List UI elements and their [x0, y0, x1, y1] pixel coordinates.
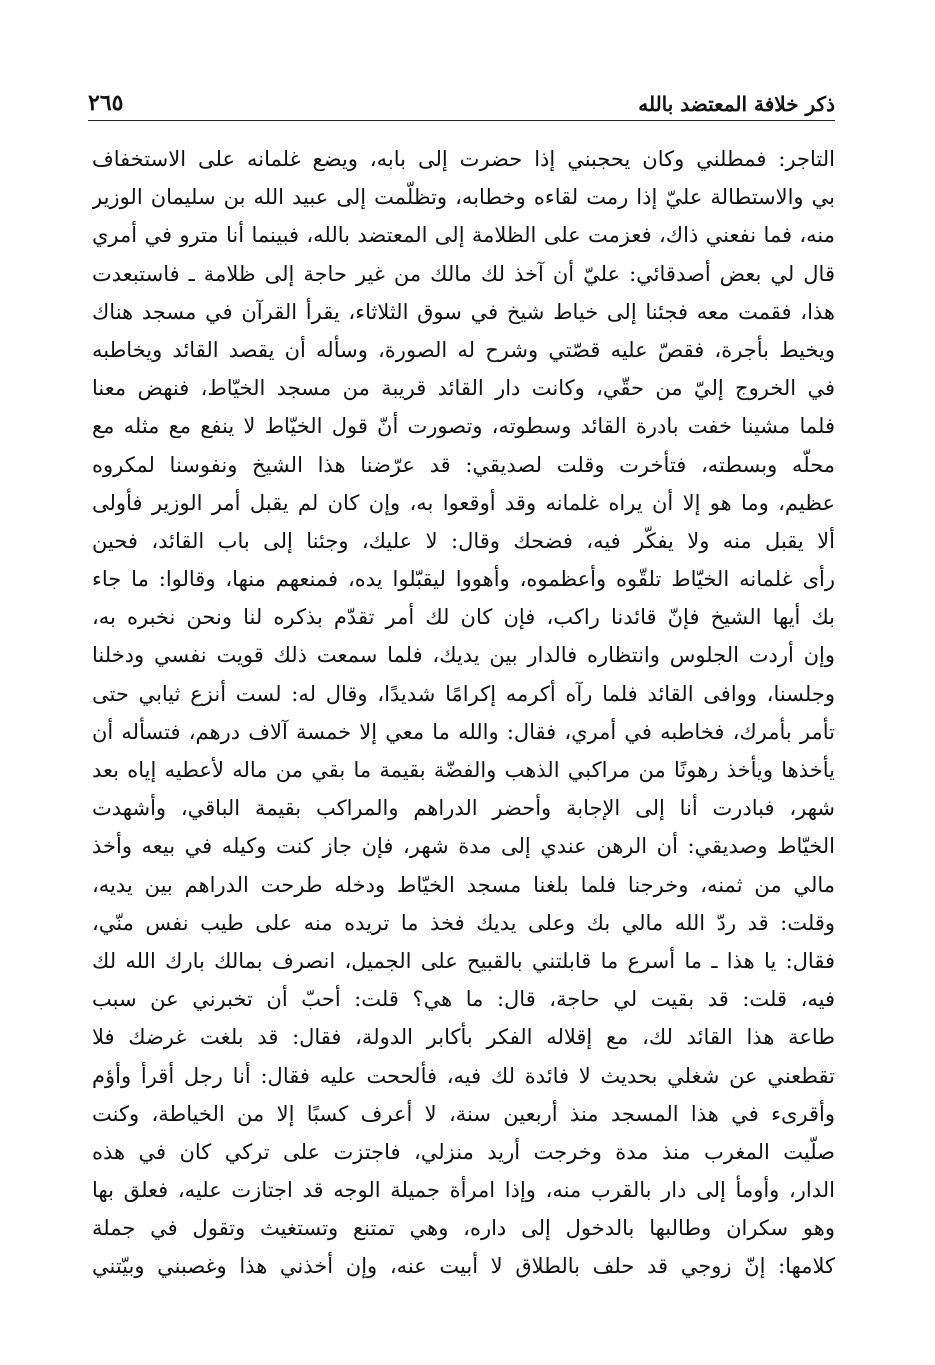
text-line: طاعة هذا القائد لك، مع إقلاله الفكر بأكابر الدولة، فقال: قد بلغت غرضك فلا [92, 1025, 835, 1050]
text-line: تأمر بأمرك، فخاطبه في أمري، فقال: والله ما معي إلا خمسة آلاف درهم، فتسأله أن [92, 719, 835, 744]
text-line: وإن أردت الجلوس وانتظاره فالدار بين يديك، فلما سمعت ذلك قويت نفسي ودخلنا [92, 643, 835, 668]
text-line: منه، فما نفعني ذاك، فعزمت على الظلامة إلى المعتضد بالله، فبينما أنا مترو في أمري [92, 223, 835, 248]
text-line: ويخيط بأجرة، فقصّ عليه قصّتي وشرح له الصورة، وسأله أن يقصد القائد ويخاطبه [92, 337, 835, 362]
text-line: وأقرىء في هذا المسجد منذ أربعين سنة، لا أعرف كسبًا إلا من الخياطة، وكنت [92, 1101, 835, 1126]
text-line: صلّيت المغرب منذ مدة وخرجت أريد منزلي، فاجتزت على تركي كان في هذه [92, 1139, 835, 1164]
running-head [88, 82, 835, 116]
text-line: محلّه وبسطته، فتأخرت وقلت لصديقي: قد عرّضنا هذا الشيخ ونفوسنا لمكروه [92, 452, 835, 477]
text-line: قال لي بعض أصدقائي: عليّ أن آخذ لك مالك من غير حاجة إلى ظلامة ـ فاستبعدت [92, 261, 835, 286]
text-line: شهر، فبادرت أنا إلى الإجابة وأحضر الدراهم والمراكب بقيمة الباقي، وأشهدت [92, 796, 835, 821]
text-line: مالي من ثمنه، وخرجنا فلما بلغنا مسجد الخيّاط ودخله طرحت الدراهم بين يديه، [92, 872, 835, 897]
text-line: وهو سكران وطالبها بالدخول إلى داره، وهي تمتنع وتستغيث وتقول في جملة [92, 1216, 835, 1241]
text-line: الخيّاط وصديقي: أن الرهن عندي إلى مدة شهر، فإن جاز كنت وكيله في بيعه وأخذ [92, 834, 835, 859]
text-line: وقلت: قد ردّ الله مالي بك وعلى يديك فخذ ما تريده منه على طيب نفس منّي، [92, 910, 835, 935]
header-divider [88, 120, 835, 121]
text-line: وجلسنا، ووافى القائد فلما رآه أكرمه إكرامًا شديدًا، وقال له: لست أنزع ثيابي حتى [92, 681, 835, 706]
text-line: بك أيها الشيخ فإنّ قائدنا راكب، فإن كان لك أمر تقدّم بذكره لنا ونحن نخبره به، [92, 605, 835, 630]
text-line: هذا، فقمت معه فجئنا إلى خياط شيخ في سوق الثلاثاء، يقرأ القرآن في مسجد هناك [92, 299, 835, 324]
text-line: كلامها: إنّ زوجي قد حلف بالطلاق لا أبيت عنه، وإن أخذني هذا وغصبني وبيّتني [92, 1254, 835, 1279]
text-line: فقال: يا هذا ـ ما أسرع ما قابلتني بالقبيح على الجميل، انصرف بمالك بارك الله لك [92, 948, 835, 973]
chapter-title: ذكر خلافة المعتضد بالله [638, 92, 835, 116]
text-line: رأى غلمانه الخيّاط تلقّوه وأعظموه، وأهووا ليقبّلوا يده، فمنعهم منها، وقالوا: ما جاء [92, 567, 835, 592]
text-line: ألا يقبل منه ولا يفكّر فيه، فضحك وقال: لا عليك، وجئنا إلى باب القائد، فحين [92, 528, 835, 553]
text-line: يأخذها ويأخذ رهونًا من مراكبي الذهب والفضّة بقيمة ما بقي من ماله لأعطيه إياه بعد [92, 758, 835, 782]
text-line: بي والاستطالة عليّ إذا رمت لقاءه وخطابه، وتظلّمت إلى عبيد الله بن سليمان الوزير [92, 185, 835, 210]
text-line: الدار، وأومأ إلى دار بالقرب منه، وإذا امرأة جميلة الوجه قد اجتازت عليه، فعلق بها [92, 1178, 835, 1203]
text-line: في الخروج إليّ من حقّي، وكانت دار القائد قريبة من مسجد الخيّاط، فنهض معنا [92, 376, 835, 401]
text-line: فيه، قلت: قد بقيت لي حاجة، قال: ما هي؟ قلت: أحبّ أن تخبرني عن سبب [92, 987, 835, 1012]
text-line: تقطعني عن شغلي بحديث لا فائدة لك فيه، فألححت عليه فقال: أنا رجل أقرأ وأؤم [92, 1063, 835, 1088]
text-line: التاجر: فمطلني وكان يحجبني إذا حضرت إلى بابه، ويضع غلمانه على الاستخفاف [92, 147, 835, 171]
text-line: فلما مشينا خفت بادرة القائد وسطوته، وتصورت أنّ قول الخيّاط لا ينفع مع مثله مع [92, 414, 835, 439]
page-number: ٢٦٥ [88, 90, 124, 116]
body-text [92, 140, 835, 1286]
text-line: عظيم، وما هو إلا أن يراه غلمانه وقد أوقعوا به، وإن كان لم يقبل أمر الوزير فأولى [92, 490, 835, 515]
